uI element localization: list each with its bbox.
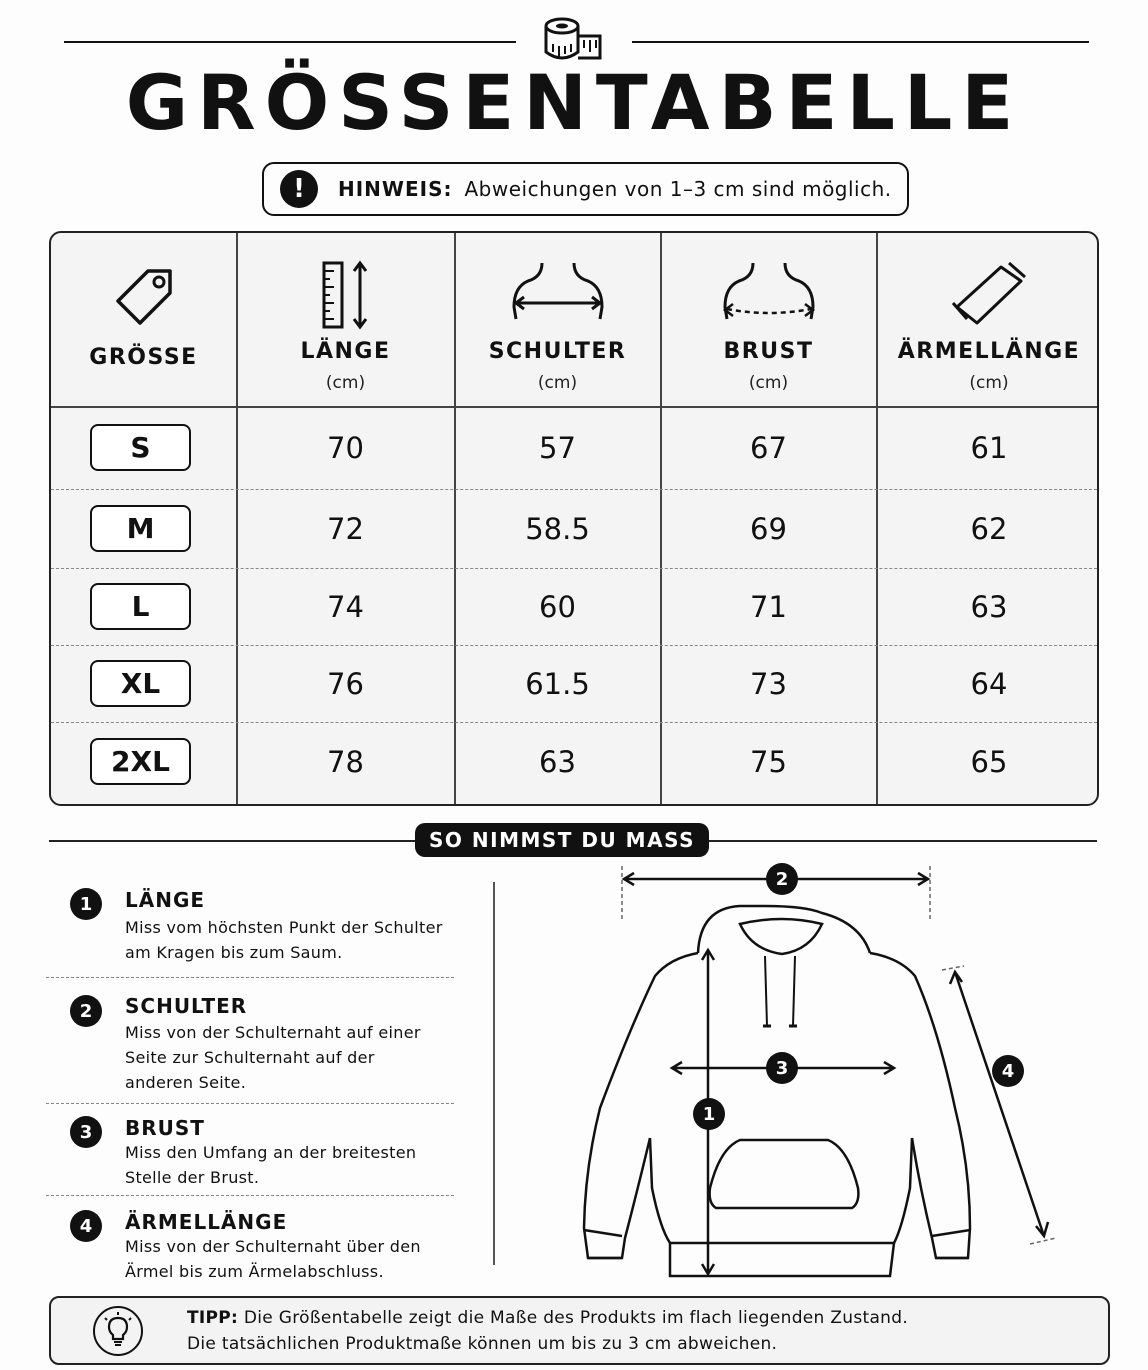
page-title: GRÖSSENTABELLE [125, 58, 1023, 147]
value-brust: 71 [750, 590, 787, 624]
value-brust: 67 [750, 431, 787, 465]
column-unit: (cm) [969, 373, 1009, 393]
column-label: BRUST [723, 339, 814, 364]
step-number: 3 [70, 1116, 102, 1148]
step-title: ÄRMELLÄNGE [125, 1210, 288, 1234]
sleeve-measure-icon [949, 259, 1029, 329]
size-badge: 2XL [90, 738, 191, 785]
table-row [51, 569, 1097, 645]
step-brust [46, 1114, 454, 1192]
value-aermel: 64 [970, 667, 1008, 701]
value-laenge: 76 [327, 667, 364, 701]
size-table [49, 231, 1099, 806]
column-divider [493, 882, 495, 1265]
step-divider [46, 977, 454, 978]
value-aermel: 63 [970, 590, 1008, 624]
value-schulter: 63 [539, 745, 576, 779]
value-aermel: 61 [970, 431, 1008, 465]
tip-line-1 [187, 1308, 908, 1328]
step-title: BRUST [125, 1116, 205, 1140]
step-aermellaenge [46, 1208, 454, 1288]
value-aermel: 62 [970, 512, 1008, 546]
step-laenge [46, 886, 454, 976]
marker-1: 1 [693, 1098, 725, 1130]
column-label: ÄRMELLÄNGE [897, 339, 1081, 364]
table-row [51, 646, 1097, 722]
column-label: GRÖSSE [89, 345, 198, 370]
step-number: 2 [70, 995, 102, 1027]
chest-measure-icon [719, 259, 819, 325]
value-schulter: 57 [539, 431, 576, 465]
step-number: 4 [70, 1210, 102, 1242]
column-label: LÄNGE [300, 339, 391, 364]
column-unit: (cm) [537, 373, 578, 393]
column-header-size [51, 233, 236, 406]
table-row [51, 407, 1097, 489]
table-row [51, 723, 1097, 804]
step-title: LÄNGE [125, 888, 206, 912]
marker-2: 2 [766, 863, 798, 895]
step-number: 1 [70, 888, 102, 920]
value-schulter: 60 [539, 590, 576, 624]
value-laenge: 78 [327, 745, 364, 779]
note-box [262, 162, 909, 216]
size-badge: L [90, 583, 191, 630]
column-unit: (cm) [325, 373, 366, 393]
ruler-icon [316, 259, 376, 331]
step-description: Miss den Umfang an der breitesten Stelle der Brust. [125, 1143, 417, 1187]
tip-text: Die Größentabelle zeigt die Maße des Produkts im flach liegenden Zustand. [243, 1308, 909, 1328]
step-divider [46, 1195, 454, 1196]
column-header-schulter [455, 233, 660, 406]
value-schulter: 61.5 [525, 667, 590, 701]
lightbulb-icon [93, 1306, 143, 1356]
size-badge: S [90, 424, 191, 471]
marker-4: 4 [992, 1055, 1024, 1087]
value-laenge: 72 [327, 512, 364, 546]
value-aermel: 65 [970, 745, 1008, 779]
title-rule-right [632, 41, 1089, 43]
title-rule-left [64, 41, 516, 43]
section-rule-right [705, 840, 1097, 842]
step-description: Miss vom höchsten Punkt der Schulter am Kragen bis zum Saum. [125, 918, 443, 962]
exclamation-icon: ! [280, 170, 318, 208]
step-description: Miss von der Schulternaht auf einer Seite zur Schulternaht auf der anderen Seite. [125, 1023, 421, 1092]
shoulder-measure-icon [508, 259, 608, 325]
tip-line-2: Die tatsächlichen Produktmaße können um bis zu 3 cm abweichen. [187, 1334, 778, 1354]
tip-label: TIPP: [187, 1308, 239, 1328]
section-rule-left [49, 840, 419, 842]
column-label: SCHULTER [488, 339, 627, 364]
value-laenge: 70 [327, 431, 364, 465]
value-laenge: 74 [327, 590, 364, 624]
table-row [51, 490, 1097, 568]
tip-box [49, 1296, 1110, 1365]
value-brust: 75 [750, 745, 787, 779]
section-title: SO NIMMST DU MASS [415, 823, 709, 857]
column-header-aermel [877, 233, 1099, 406]
note-text: Abweichungen von 1–3 cm sind möglich. [464, 177, 892, 201]
price-tag-icon [108, 261, 180, 333]
column-header-brust [661, 233, 876, 406]
note-label: HINWEIS: [338, 177, 453, 201]
step-title: SCHULTER [125, 994, 248, 1018]
step-divider [46, 1103, 454, 1104]
column-header-laenge [237, 233, 454, 406]
value-schulter: 58.5 [525, 512, 590, 546]
marker-3: 3 [766, 1052, 798, 1084]
column-unit: (cm) [748, 373, 789, 393]
size-badge: XL [90, 660, 191, 707]
size-badge: M [90, 505, 191, 552]
value-brust: 69 [750, 512, 787, 546]
step-description: Miss von der Schulternaht über den Ärmel bis zum Ärmelabschluss. [125, 1237, 421, 1281]
value-brust: 73 [750, 667, 787, 701]
step-schulter [46, 992, 454, 1100]
